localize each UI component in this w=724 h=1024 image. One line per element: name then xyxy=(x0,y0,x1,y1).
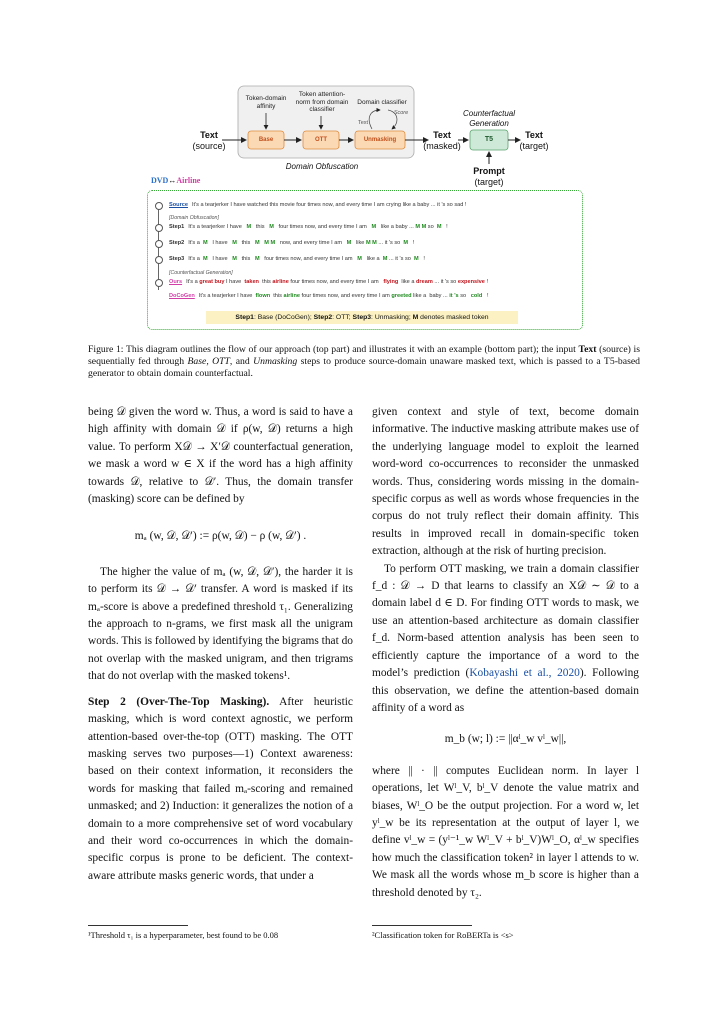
caption-ott: OTT xyxy=(212,356,230,367)
caption-comma: , xyxy=(206,356,213,367)
caption-part3: , and xyxy=(229,356,254,367)
tree-line xyxy=(158,206,159,290)
example-title-arrow: ↔ xyxy=(168,176,177,185)
figure-caption xyxy=(88,344,640,380)
right-paragraph-2 xyxy=(372,561,639,718)
right-paragraph-1: given context and style of text, become domain informative. The inductive masking attribute makes use of the underlying language model to exploit the learned word-word co-occurrences to reconsider the unmasked words. Thus, considering words missing in the domain-specific corpus as well as words whose frequencies in the corpus do not truly reflect their domain affinity. This results in improved recall in domain-specific token extraction, although at the risk of hurting precision. xyxy=(372,406,639,558)
example-title xyxy=(151,176,200,185)
ott-node: OTT xyxy=(315,137,327,143)
legend-step3: Step3 xyxy=(352,314,372,321)
caption-unmasking: Unmasking xyxy=(253,356,298,367)
ours-label: Ours xyxy=(169,279,183,285)
step3-label: Step3 xyxy=(169,256,185,262)
masked-text-sub: (masked) xyxy=(423,141,461,151)
token-attention-label: Token attention-norm from domain classifier xyxy=(295,91,349,113)
token-domain-affinity-label: Token-domain affinity xyxy=(245,95,287,110)
right-paragraph-3: where || · || computes Euclidean norm. In layer l operations, let Wˡ_V, bˡ_V denote the value matrix and biases, Wˡ_O be the output projection. For a word w, let yˡ_w be its representation at the output of layer l, we define vˡ_w = (yˡ⁻¹_w Wˡ_V + bˡ_V)Wˡ_O, αˡ_w specifies how much the classification token² in layer l attends to w. We mask all the words whose m_b score is higher than a threshold denoted by τ₂. xyxy=(372,764,639,899)
step3-row: Step3 It's a M I have M this M four times now, and every time I am M like a M ... it 's so M ! xyxy=(169,256,425,262)
caption-text-word: Text xyxy=(578,344,597,355)
counterfactual-header: [Counterfactual Generation] xyxy=(169,270,233,276)
step1-circle xyxy=(155,224,163,232)
step2-row: Step2 It's a M I have M this M M M now, and every time I am M like M M ... it 's so M ! xyxy=(169,240,415,246)
legend-step1-desc: : Base (DoCoGen); xyxy=(253,314,314,321)
text-small-label: Text xyxy=(357,120,369,126)
masked-text-label: Text xyxy=(433,130,451,140)
legend-step3-desc: : Unmasking; xyxy=(371,314,413,321)
docogen-row: DoCoGen It's a tearjerker I have flown this airline four times now, and every time I am greeted like a baby ... it 's so cold ! xyxy=(169,293,489,299)
caption-part2: (source) is sequentially fed through xyxy=(88,344,640,367)
target-text-label: Text xyxy=(525,130,543,140)
example-legend xyxy=(206,311,518,324)
prompt-sub: (target) xyxy=(474,177,504,187)
attention-affinity-equation: m_b (w; l) := ||αˡ_w vˡ_w||, xyxy=(444,733,567,746)
prompt-label: Prompt xyxy=(473,166,505,176)
step2-circle xyxy=(155,240,163,248)
legend-m-desc: denotes masked token xyxy=(418,314,489,321)
step3-circle xyxy=(155,256,163,264)
right-footnote-rule xyxy=(372,925,472,926)
domain-obfuscation-header: [Domain Obfuscation] xyxy=(169,215,219,221)
step2-label: Step2 xyxy=(169,240,185,246)
example-title-to: Airline xyxy=(176,176,201,185)
footnote-2: ²Classification token for RoBERTa is <s> xyxy=(372,930,514,940)
source-text-sub: (source) xyxy=(192,141,226,151)
unmasking-node: Unmasking xyxy=(363,137,397,143)
masking-score-equation: mₐ (w, 𝒟, 𝒟′) := ρ(w, 𝒟) − ρ (w, 𝒟′) . xyxy=(134,530,307,543)
left-paragraph-3 xyxy=(88,694,353,885)
ours-circle xyxy=(155,279,163,287)
left-paragraph-1: being 𝒟 given the word w. Thus, a word is said to have a high affinity with domain 𝒟 if ρ(w, 𝒟) returns a high value. To perform X𝒟 → X′𝒟 counterfactual generation, we mask a word w ∈ X if the word has a high affinity towards 𝒟, relative to 𝒟′. Thus, the domain transfer (masking) score can be defined by xyxy=(88,406,353,506)
docogen-label: DoCoGen xyxy=(169,293,195,299)
legend-m: M xyxy=(412,314,419,321)
base-node: Base xyxy=(258,137,274,143)
left-paragraph-3-text: After heuristic masking, which is word context agnostic, we perform attention-based over-the-top (OTT) masking. The OTT masking serves two purposes—1) Context awareness: based on their context information, it reconsiders the words for masking that failed mₐ-scoring and remained unmasked; and 2) Induction: it generalizes the notion of a domain to a more comprehensive set of word vocabulary and their word co-occurrences in which the domain-specific corpus is prone to be deficient. The context-aware attribute masks generic words, that under a xyxy=(88,695,353,882)
legend-step1: Step1 xyxy=(235,314,254,321)
left-footnote-rule xyxy=(88,925,188,926)
ours-row: Ours It's a great buy I have taken this airline four times now, and every time I am flying like a dream ... it 's so expensive ! xyxy=(169,279,488,285)
source-text-label: Text xyxy=(200,130,218,140)
source-row-text: It's a tearjerker I have watched this movie four times now, and every time I am crying like a baby ... it 's so sad ! xyxy=(191,202,467,208)
right-paragraph-2a: To perform OTT masking, we train a domain classifier f_d : 𝒟 → D that learns to classify an X𝒟 ∼ 𝒟 to a domain label d ∈ D. For finding OTT words to mask, we use an attention-based architecture as domain classifier f_d. Norm-based attention analysis has been seen to efficiently capture the importance of a word to the model’s prediction ( xyxy=(372,562,639,680)
example-title-from: DVD xyxy=(151,176,169,185)
legend-step2-desc: : OTT; xyxy=(332,314,353,321)
legend-step2: Step2 xyxy=(313,314,333,321)
step1-label: Step1 xyxy=(169,224,185,230)
source-row xyxy=(169,202,466,209)
domain-obfuscation-label: Domain Obfuscation xyxy=(285,162,359,171)
caption-part1: Figure 1: This diagram outlines the flow of our approach (top part) and illustrates it with an example (bottom part); the input xyxy=(88,344,579,355)
left-column xyxy=(88,404,353,885)
score-label: Score xyxy=(393,110,409,116)
right-paragraph-2b: ). Following this observation, we define the attention-based domain affinity of a word as xyxy=(372,667,639,714)
t5-node: T5 xyxy=(484,136,494,143)
source-row-label: Source xyxy=(169,202,188,208)
caption-base: Base xyxy=(187,356,207,367)
kobayashi-citation-link[interactable]: Kobayashi et al., 2020 xyxy=(469,667,580,680)
target-text-sub: (target) xyxy=(519,141,549,151)
step2-heading: Step 2 (Over-The-Top Masking). xyxy=(88,695,270,708)
caption-part4: steps to produce source-domain unaware masked text, which is passed to a T5-based generator to obtain domain counterfactual. xyxy=(88,356,640,379)
source-node-circle xyxy=(155,202,163,210)
right-column xyxy=(372,404,639,902)
domain-classifier-label: Domain classifier xyxy=(357,99,407,106)
footnote-1: ¹Threshold τ₁ is a hyperparameter, best found to be 0.08 xyxy=(88,930,279,940)
left-paragraph-2: The higher the value of mₐ (w, 𝒟, 𝒟′), the harder it is to perform its 𝒟 → 𝒟′ transfer. A word is masked if its mₐ-score is above a predefined threshold τ₁. Generalizing the approach to n-grams, we first mask all the unigram words. This is followed by identifying the bigrams that do not overlap with the masked unigram, and then trigrams that do not overlap with the masked tokens¹. xyxy=(88,565,353,683)
step1-row: Step1 It's a tearjerker I have M this M four times now, and every time I am M like a baby ... M M so M ! xyxy=(169,224,448,230)
counterfactual-generation-label: Counterfactual Generation xyxy=(462,109,516,128)
